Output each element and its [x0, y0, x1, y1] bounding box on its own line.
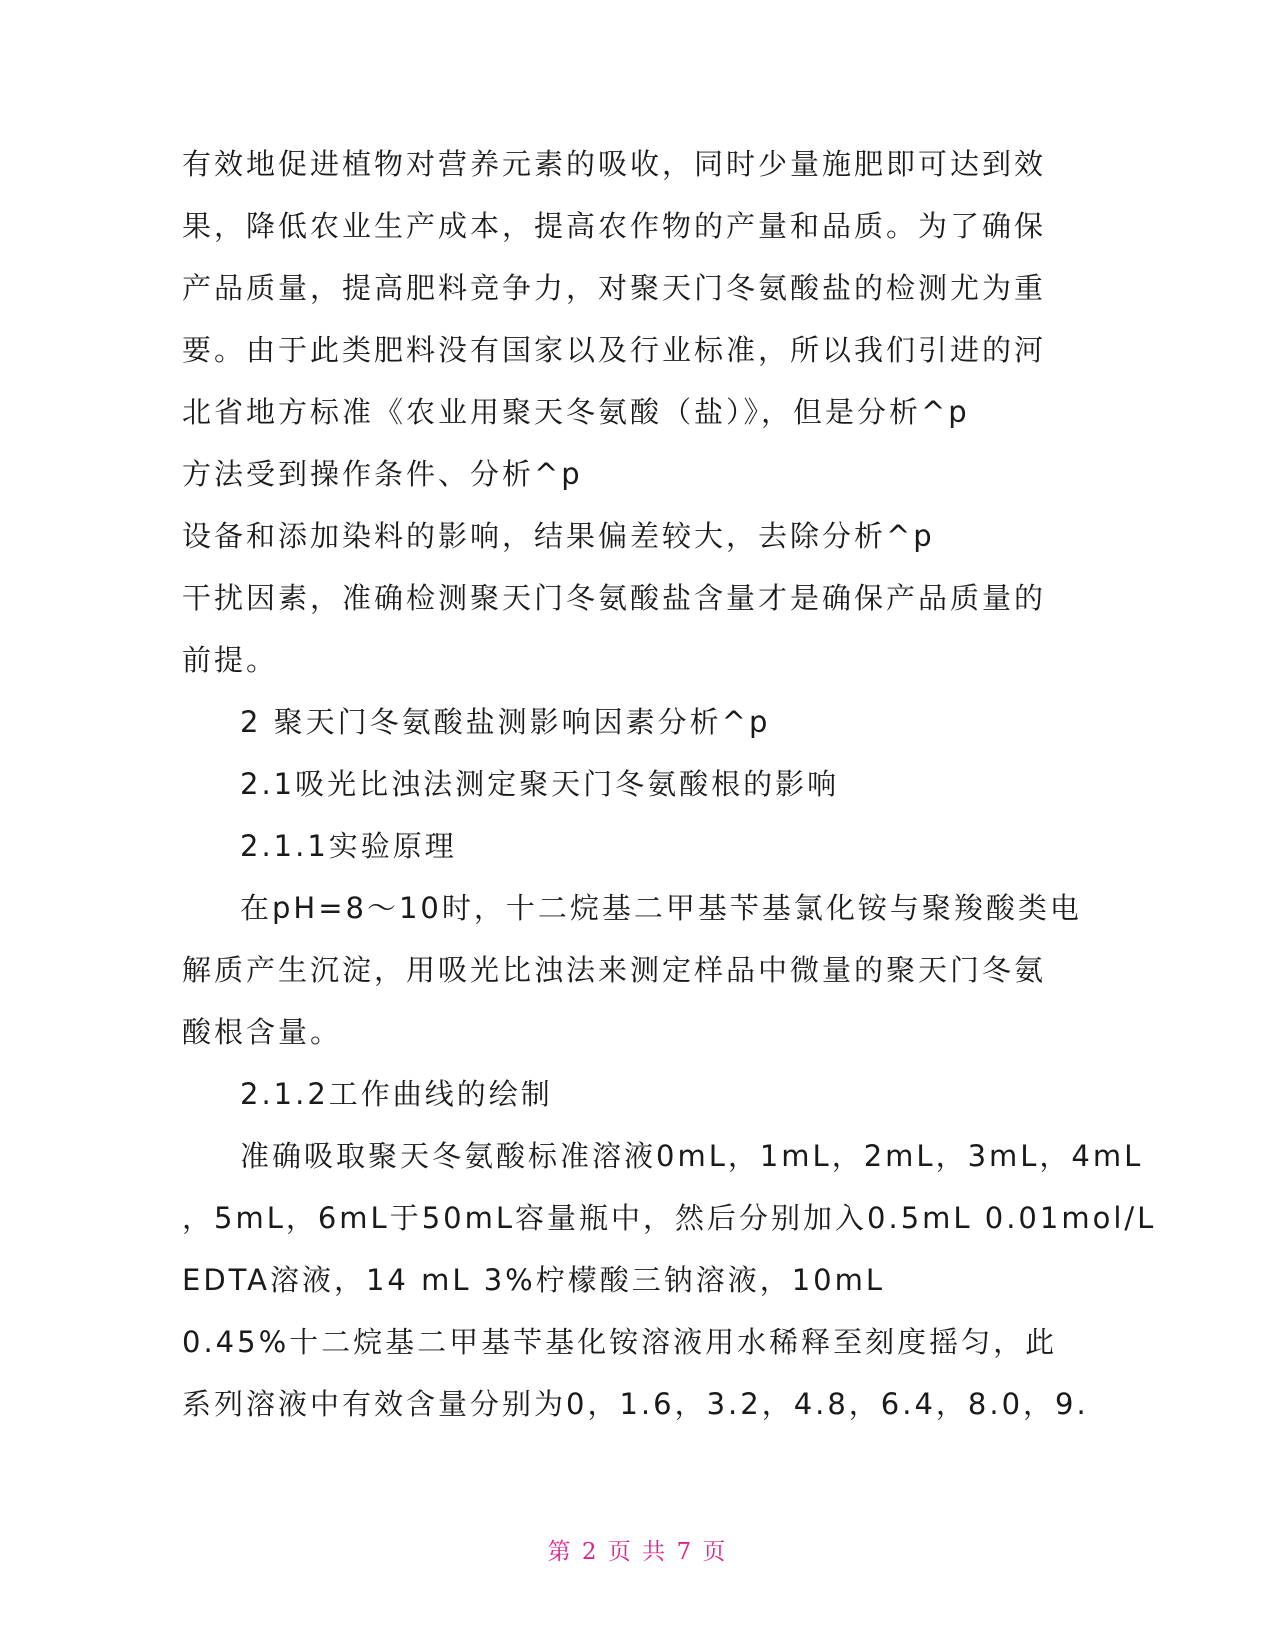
paragraph-line: 解质产生沉淀，用吸光比浊法来测定样品中微量的聚天门冬氨 — [182, 953, 1047, 987]
paragraph-line: 方法受到操作条件、分析^p — [182, 457, 583, 491]
paragraph-line: 产品质量，提高肥料竞争力，对聚天门冬氨酸盐的检测尤为重 — [182, 271, 1047, 305]
paragraph-line: 有效地促进植物对营养元素的吸收，同时少量施肥即可达到效 — [182, 147, 1047, 181]
paragraph-line: 准确吸取聚天冬氨酸标准溶液0mL，1mL，2mL，3mL，4mL — [240, 1139, 1144, 1173]
paragraph-line: 设备和添加染料的影响，结果偏差较大，去除分析^p — [182, 519, 935, 553]
subsection-heading: 2.1吸光比浊法测定聚天门冬氨酸根的影响 — [240, 767, 840, 801]
paragraph-line: EDTA溶液，14 mL 3%柠檬酸三钠溶液，10mL — [182, 1263, 886, 1297]
paragraph-line: ，5mL，6mL于50mL容量瓶中，然后分别加入0.5mL 0.01mol/L — [182, 1201, 1157, 1235]
subsection-heading: 2.1.1实验原理 — [240, 829, 457, 863]
paragraph-line: 前提。 — [182, 643, 279, 677]
subsection-heading: 2.1.2工作曲线的绘制 — [240, 1077, 553, 1111]
section-heading: 2 聚天门冬氨酸盐测影响因素分析^p — [240, 705, 771, 739]
paragraph-line: 酸根含量。 — [182, 1015, 343, 1049]
paragraph-line: 在pH=8～10时，十二烷基二甲基苄基氯化铵与聚羧酸类电 — [240, 891, 1082, 925]
paragraph-line: 要。由于此类肥料没有国家以及行业标准，所以我们引进的河 — [182, 333, 1047, 367]
paragraph-line: 果，降低农业生产成本，提高农作物的产量和品质。为了确保 — [182, 209, 1047, 243]
paragraph-line: 干扰因素，准确检测聚天门冬氨酸盐含量才是确保产品质量的 — [182, 581, 1047, 615]
page-number-footer: 第 2 页 共 7 页 — [547, 1539, 728, 1565]
paragraph-line: 0.45%十二烷基二甲基苄基化铵溶液用水稀释至刻度摇匀，此 — [182, 1325, 1058, 1359]
paragraph-line: 系列溶液中有效含量分别为0，1.6，3.2，4.8，6.4，8.0，9. — [182, 1387, 1089, 1421]
paragraph-line: 北省地方标准《农业用聚天冬氨酸（盐）》，但是分析^p — [182, 395, 970, 429]
